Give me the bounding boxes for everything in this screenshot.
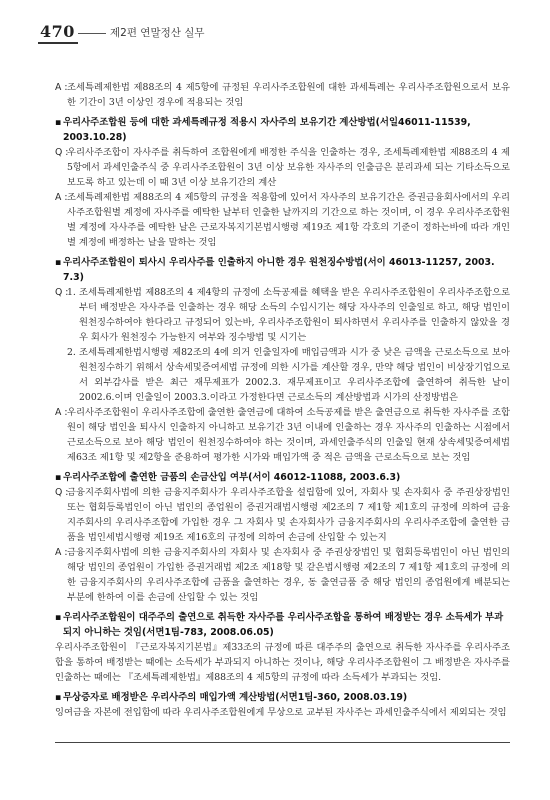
intro-answer (55, 80, 510, 110)
answer-label: A : (55, 407, 68, 418)
bullet-icon: ▪ (55, 692, 62, 703)
question-label: Q : (55, 287, 69, 298)
answer-text: 우리사주조합원이 우리사주조합에 출연한 출연금에 대하여 소득공제를 받은 출연금으로 취득한 자사주를 조합원이 해당 법인을 퇴사시 인출하지 아니하고 보유기간 3년 이내에 인출하는 경우 자사주의 인출하는 시점에서 근로소득으로 보아 해당 법인이 원천징수하여야 하는 것이며, 과세인출주식의 인출일 현재 상속세및증여세법 제63조 제1항 및 제2항을 준용하여 평가한 시가와 매입가액 중 적은 금액을 근로소득으로 보는 것임 (67, 407, 510, 463)
page-number-underline (38, 42, 78, 44)
question (55, 485, 510, 545)
item-number: 2. (67, 347, 76, 358)
section-title: ▪ 무상증자로 배정받은 우리사주의 매입가액 계산방법(서면1팀-360, 2008.03.19) (55, 692, 408, 703)
question-text: 금융지주회사법에 의한 금융지주회사가 우리사주조합을 설립함에 있어, 자회사 및 손자회사 중 주권상장법인 또는 협회등록법인이 아닌 법인의 종업원이 증권거래법시행령 제2조의 7 제1항 제1호의 규정에 의하여 금융지주회사의 우리사주조합에 가입한 경우 그 자회사 및 손자회사가 금융지주회사의 우리사주조합에 출연한 금품을 법인세법시행령 제19조 제16호의 규정에 의하여 손금에 산입할 수 있는지 (67, 487, 510, 543)
question-item (67, 345, 510, 405)
question-item (67, 285, 510, 345)
item-text: 조세특례제한법 제88조의 4 제4항의 규정에 소득공제를 혜택을 받은 우리사주조합원이 우리사주조합으로부터 배정받은 자사주를 인출하는 경우 해당 소득의 수입시기는 해당 자사주의 인출일로 하고, 해당 법인이 원천징수하여야 한다라고 규정되어 있는바, 우리사주조합원이 퇴사하면서 우리사주를 인출하지 않았을 경우 회사가 원천징수 가능한지 여부와 징수방법 및 시기는 (79, 287, 510, 343)
answer-label: A : (55, 547, 68, 558)
question-label: Q : (55, 487, 69, 498)
page-body (55, 80, 510, 720)
question (55, 285, 510, 405)
header-divider (78, 33, 106, 34)
answer-text: 조세특례제한법 제88조의 4 제5항에 규정된 우리사주조합원에 대한 과세특례는 우리사주조합원으로서 보유한 기간이 3년 이상인 경우에 적용되는 것임 (67, 82, 510, 108)
answer-text: 금융지주회사법에 의한 금융지주회사의 자회사 및 손자회사 중 주권상장법인 및 협회등록법인이 아닌 법인의 해당 법인의 종업원이 가입한 증권거래법 제2조 제18항 및 같은법시행령 제2조의 7 제1항 제1호의 규정에 의한 금융지주회사의 우리사주조합에 금품을 출연하는 경우, 동 출연금품 중 해당 법인의 종업원에게 배분되는 부분에 한하여 이를 손금에 산입할 수 있는 것임 (67, 547, 510, 603)
question-label: Q : (55, 147, 69, 158)
question-text: 우리사주조합이 자사주를 취득하여 조합원에게 배정한 주식을 인출하는 경우, 조세특례제한법 제88조의 4 제5항에서 과세인출주식 중 우리사주조합원이 3년 이상 보유한 자사주의 인출금은 분리과세 되는 기타소득으로 보도록 하고 있는데 이 때 3년 이상 보유기간의 계산 (67, 147, 510, 188)
answer (55, 190, 510, 250)
section-body: 우리사주조합원이 『근로자복지기본법』제33조의 규정에 따른 대주주의 출연으로 취득한 자사주를 우리사주조합을 통하여 배정받는 때에는 소득세가 부과되지 아니하는 것이나, 해당 우리사주조합원이 그 배정받은 자사주를 인출하는 때에는 『조세특례제한법』제88조의 4 제5항의 규정에 따라 소득세가 부과되는 것임. (55, 642, 510, 683)
footer-rule (55, 742, 510, 743)
item-number: 1. (67, 287, 76, 298)
section-title: ▪ 우리사주조합원 등에 대한 과세특례규정 적용시 자사주의 보유기간 계산방법(서일46011-11539, 2003.10.28) (55, 117, 471, 143)
section-title: ▪ 우리사주조합원이 퇴사시 우리사주를 인출하지 아니한 경우 원천징수방법(서이 46013-11257, 2003. 7.3) (55, 257, 495, 283)
answer (55, 545, 510, 605)
bullet-icon: ▪ (55, 117, 62, 128)
answer-label: A : (55, 82, 68, 93)
chapter-title: 제2편 연말정산 실무 (110, 27, 205, 39)
answer (55, 405, 510, 465)
question (55, 145, 510, 190)
page-header (38, 20, 518, 50)
section-title: ▪ 우리사주조합원이 대주주의 출연으로 취득한 자사주를 우리사주조합을 통하여 배정받는 경우 소득세가 부과되지 아니하는 것임(서면1팀-783, 2008.06.05) (55, 612, 504, 638)
bullet-icon: ▪ (55, 472, 62, 483)
bullet-icon: ▪ (55, 257, 62, 268)
bullet-icon: ▪ (55, 612, 62, 623)
item-text: 조세특례제한법시행령 제82조의 4에 의거 인출일자에 매입금액과 시가 중 낮은 금액을 근로소득으로 보아 원천징수하기 위해서 상속세및증여세법 규정에 의한 시가를 계산할 경우, 만약 해당 법인이 비상장기업으로서 외부감사를 받은 최근 재무제표가 2002.3. 재무제표이고 우리사주조합에 출연하여 취득한 날이 2002.6.이며 인출일이 2003.3.이라고 가정한다면 근로소득의 계산방법과 시가의 산정방법은 (79, 347, 510, 403)
answer-label: A : (55, 192, 68, 203)
page-number: 470 (40, 22, 75, 41)
section-title: ▪ 우리사주조합에 출연한 금품의 손금산입 여부(서이 46012-11088, 2003.6.3) (55, 472, 401, 483)
answer-text: 조세특례제한법 제88조의 4 제5항의 규정을 적용함에 있어서 자사주의 보유기간은 증권금융회사에서의 우리사주조합원별 계정에 자사주를 예탁한 날부터 인출한 날까지의 기간으로 하는 것이며, 이 경우 우리사주조합원별 계정에 자사주를 예탁한 날은 근로자복지기본법시행령 제19조 제1항 각호의 기준이 정하는바에 따라 개인별 계정에 배정하는 날을 말하는 것임 (67, 192, 510, 248)
section-body: 잉여금을 자본에 전입함에 따라 우리사주조합원에게 무상으로 교부된 자사주는 과세인출주식에서 제외되는 것임 (55, 707, 507, 718)
